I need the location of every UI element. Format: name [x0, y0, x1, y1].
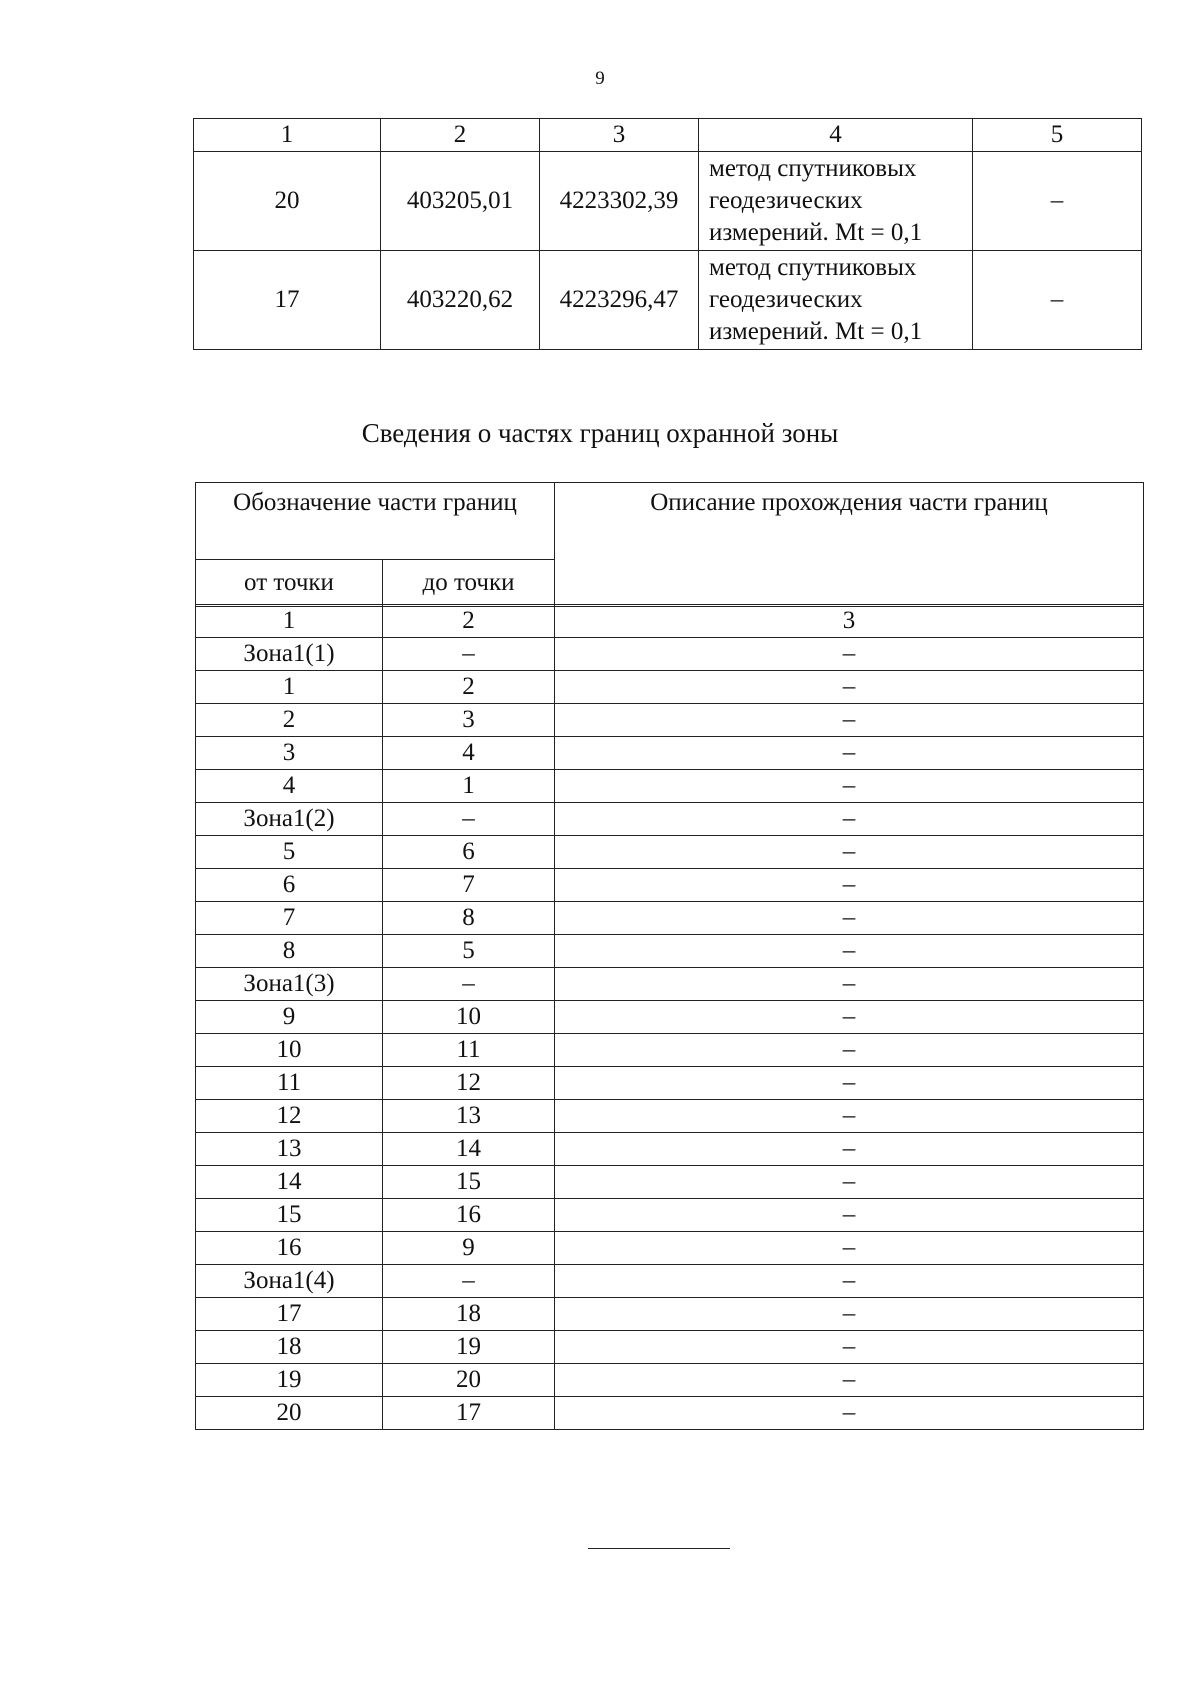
to-point-cell: 19 [383, 1331, 555, 1364]
method-line: геодезических [709, 286, 863, 313]
description-cell: – [555, 671, 1144, 704]
to-point-cell: 10 [383, 1001, 555, 1034]
to-point-cell: – [383, 638, 555, 671]
description-cell: – [555, 968, 1144, 1001]
description-cell: – [555, 935, 1144, 968]
coordinates-table-header-row [194, 119, 1142, 152]
description-cell: – [555, 737, 1144, 770]
table-row [196, 1331, 1144, 1364]
table-row [196, 1199, 1144, 1232]
column-numbering-row [196, 605, 1144, 638]
description-cell: – [555, 1298, 1144, 1331]
description-cell: – [555, 836, 1144, 869]
to-point-cell: 16 [383, 1199, 555, 1232]
x-coordinate-cell: 403220,62 [381, 251, 540, 350]
method-line: метод спутниковых [709, 155, 917, 182]
description-cell: – [555, 638, 1144, 671]
to-point-cell: 5 [383, 935, 555, 968]
point-number-cell: 20 [194, 152, 381, 251]
page-number: 9 [595, 68, 605, 89]
from-point-cell: 15 [196, 1199, 383, 1232]
to-point-cell: 13 [383, 1100, 555, 1133]
boundary-parts-body [196, 605, 1144, 1430]
description-cell: – [555, 1133, 1144, 1166]
to-point-header: до точки [383, 560, 555, 607]
from-point-cell: 19 [196, 1364, 383, 1397]
from-point-cell: 14 [196, 1166, 383, 1199]
boundary-part-designation-header: Обозначение части границ [196, 483, 555, 560]
method-line: измерений. Mt = 0,1 [709, 219, 923, 246]
column-number-cell: 3 [540, 119, 699, 152]
from-point-cell: 12 [196, 1100, 383, 1133]
y-coordinate-cell: 4223296,47 [540, 251, 699, 350]
from-point-cell: 10 [196, 1034, 383, 1067]
table-row [196, 770, 1144, 803]
description-cell: – [555, 1364, 1144, 1397]
column-number-cell: 4 [699, 119, 973, 152]
to-point-cell: 14 [383, 1133, 555, 1166]
method-cell [699, 251, 973, 350]
to-point-cell: 18 [383, 1298, 555, 1331]
table-row [196, 935, 1144, 968]
description-cell: – [555, 869, 1144, 902]
column-number-cell: 2 [381, 119, 540, 152]
from-point-cell: 7 [196, 902, 383, 935]
note-cell: – [973, 251, 1142, 350]
description-cell: – [555, 1265, 1144, 1298]
column-number-cell: 5 [973, 119, 1142, 152]
from-point-cell: Зона1(4) [196, 1265, 383, 1298]
method-line: геодезических [709, 187, 863, 214]
to-point-cell: 20 [383, 1364, 555, 1397]
column-number-cell: 1 [194, 119, 381, 152]
table-row [196, 1298, 1144, 1331]
column-number-cell: 3 [555, 605, 1144, 638]
boundary-parts-table [195, 604, 1144, 1430]
to-point-cell: 12 [383, 1067, 555, 1100]
to-point-cell: 7 [383, 869, 555, 902]
point-number-cell: 17 [194, 251, 381, 350]
table-row [196, 869, 1144, 902]
from-point-cell: 17 [196, 1298, 383, 1331]
to-point-cell: 11 [383, 1034, 555, 1067]
from-point-cell: 11 [196, 1067, 383, 1100]
from-point-cell: 1 [196, 671, 383, 704]
to-point-cell: 4 [383, 737, 555, 770]
to-point-cell: 2 [383, 671, 555, 704]
to-point-cell: 9 [383, 1232, 555, 1265]
table-row [196, 902, 1144, 935]
table-row [196, 1001, 1144, 1034]
description-cell: – [555, 1067, 1144, 1100]
table-row [196, 1364, 1144, 1397]
column-number-cell: 1 [196, 605, 383, 638]
section-title: Сведения о частях границ охранной зоны [361, 418, 839, 448]
note-cell: – [973, 152, 1142, 251]
from-point-cell: 13 [196, 1133, 383, 1166]
from-point-cell: 8 [196, 935, 383, 968]
table-row [196, 1067, 1144, 1100]
from-point-cell: 16 [196, 1232, 383, 1265]
description-cell: – [555, 770, 1144, 803]
from-point-cell: 20 [196, 1397, 383, 1430]
from-point-cell: 5 [196, 836, 383, 869]
table-row [196, 1133, 1144, 1166]
description-cell: – [555, 902, 1144, 935]
table-row [196, 671, 1144, 704]
to-point-cell: – [383, 803, 555, 836]
from-point-cell: Зона1(3) [196, 968, 383, 1001]
from-point-cell: 6 [196, 869, 383, 902]
method-cell [699, 152, 973, 251]
column-number-cell: 2 [383, 605, 555, 638]
method-line: метод спутниковых [709, 254, 917, 281]
from-point-cell: Зона1(1) [196, 638, 383, 671]
description-cell: – [555, 1397, 1144, 1430]
parts-header-row [196, 483, 1144, 560]
table-row [196, 704, 1144, 737]
coordinates-table [193, 118, 1142, 350]
table-row [194, 251, 1142, 350]
description-cell: – [555, 1166, 1144, 1199]
table-row [196, 836, 1144, 869]
from-point-header: от точки [196, 560, 383, 607]
to-point-cell: 3 [383, 704, 555, 737]
to-point-cell: 6 [383, 836, 555, 869]
table-row [196, 1100, 1144, 1133]
from-point-cell: 4 [196, 770, 383, 803]
table-row [196, 803, 1144, 836]
from-point-cell: 18 [196, 1331, 383, 1364]
method-line: измерений. Mt = 0,1 [709, 318, 923, 345]
y-coordinate-cell: 4223302,39 [540, 152, 699, 251]
description-cell: – [555, 1199, 1144, 1232]
from-point-cell: Зона1(2) [196, 803, 383, 836]
table-row [196, 968, 1144, 1001]
description-cell: – [555, 1232, 1144, 1265]
table-row [196, 1265, 1144, 1298]
description-cell: – [555, 1331, 1144, 1364]
to-point-cell: 8 [383, 902, 555, 935]
description-cell: – [555, 1034, 1144, 1067]
to-point-cell: 17 [383, 1397, 555, 1430]
from-point-cell: 3 [196, 737, 383, 770]
x-coordinate-cell: 403205,01 [381, 152, 540, 251]
parts-table-header [195, 482, 1144, 607]
description-cell: – [555, 1100, 1144, 1133]
description-cell: – [555, 704, 1144, 737]
footer-divider [588, 1548, 730, 1549]
to-point-cell: – [383, 1265, 555, 1298]
to-point-cell: – [383, 968, 555, 1001]
table-row [196, 1034, 1144, 1067]
table-row [196, 638, 1144, 671]
to-point-cell: 1 [383, 770, 555, 803]
to-point-cell: 15 [383, 1166, 555, 1199]
from-point-cell: 2 [196, 704, 383, 737]
table-row [196, 1232, 1144, 1265]
table-row [196, 737, 1144, 770]
table-row [194, 152, 1142, 251]
boundary-part-description-header: Описание прохождения части границ [555, 483, 1144, 607]
description-cell: – [555, 1001, 1144, 1034]
table-row [196, 1166, 1144, 1199]
table-row [196, 1397, 1144, 1430]
from-point-cell: 9 [196, 1001, 383, 1034]
description-cell: – [555, 803, 1144, 836]
